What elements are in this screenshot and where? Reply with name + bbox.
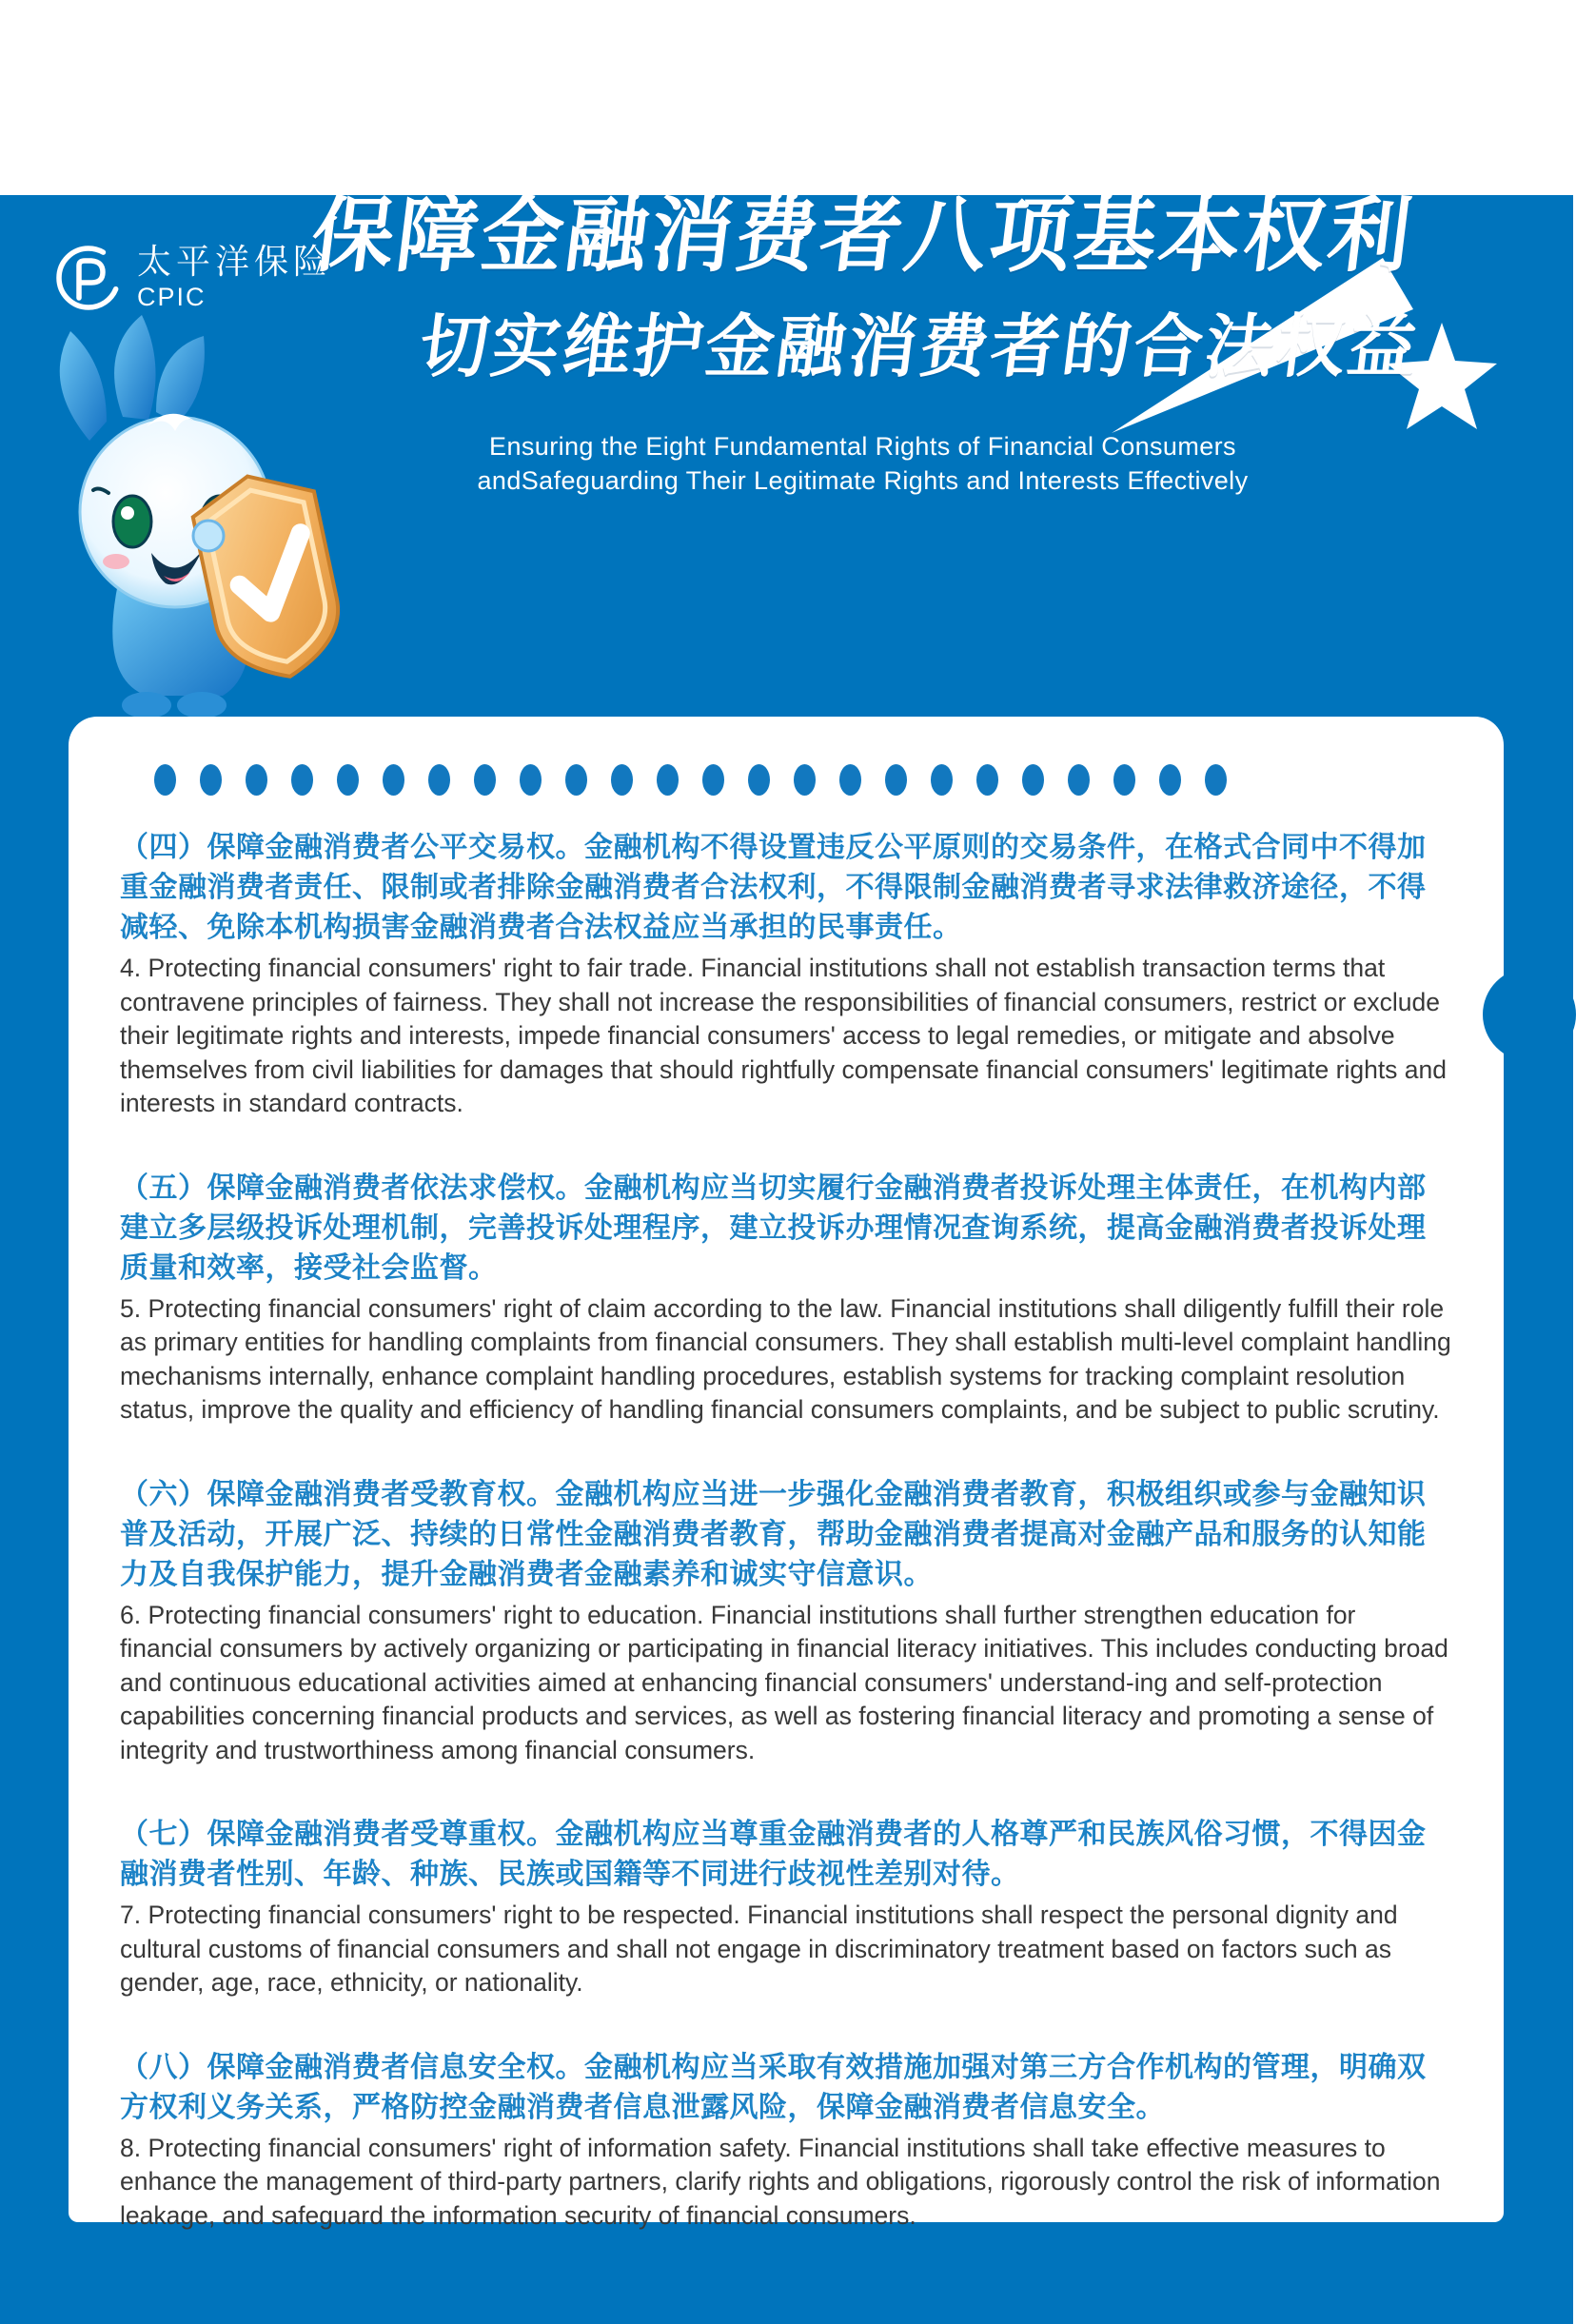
- section-text-en: 8. Protecting financial consumers' right of information safety. Financial institutions shall take effective measures to enhance the management of third-party partners, clarify rights and obligations, rigorously control the risk of information leakage, and safeguard the information security of financial consumers.: [120, 2133, 1441, 2230]
- dot: [931, 764, 953, 796]
- brand-name-cn: 太平洋保险: [137, 241, 333, 281]
- rights-section: [120, 1475, 1452, 1768]
- subtitle-line2: andSafeguarding Their Legitimate Rights and Interests Effectively: [477, 466, 1249, 495]
- section-text-en: 5. Protecting financial consumers' right of claim according to the law. Financial institutions shall diligently fulfill their role as primary entities for handling complaints from financial consumers. They shall establish multi-level complaint handling mechanisms internally, enhance complaint handling procedures, establish systems for tracking complaint resolution status, improve the quality and efficiency of handling financial consumers complaints, and be subject to public scrutiny.: [120, 1293, 1451, 1424]
- section-text-en: 7. Protecting financial consumers' right to be respected. Financial institutions shall respect the personal dignity and cultural customs of financial consumers and shall not engage in discriminatory treatment based on factors such as gender, age, race, ethnicity, or nationality.: [120, 1901, 1398, 1997]
- section-text-cn: （八）保障金融消费者信息安全权。金融机构应当采取有效措施加强对第三方合作机构的管理，明确双方权利义务关系，严格防控金融消费者信息泄露风险，保障金融消费者信息安全。: [120, 2051, 1427, 2123]
- section-text-en: 6. Protecting financial consumers' right to education. Financial institutions shall further strengthen education for financial consumers by actively organizing or participating in financial literacy initiatives. This includes conducting broad and continuous educational activities aimed at enhancing financial consumers' understand-ing and self-protection capabilities concerning financial products and services, as well as fostering financial literacy and promoting a sense of integrity and trustworthiness among financial consumers.: [120, 1600, 1448, 1764]
- title-line1: 保障金融消费者八项基本权利: [306, 190, 1419, 282]
- header: [0, 190, 1573, 717]
- dot: [1159, 764, 1181, 796]
- dot: [976, 764, 998, 796]
- rights-section: [120, 2048, 1452, 2234]
- dot: [428, 764, 450, 796]
- title-block: [219, 190, 1507, 498]
- dot: [839, 764, 861, 796]
- dot: [1205, 764, 1227, 796]
- dot: [154, 764, 176, 796]
- rights-section: [120, 1169, 1452, 1428]
- content-panel: [69, 717, 1504, 2230]
- dot: [565, 764, 587, 796]
- dot: [200, 764, 222, 796]
- section-text-en: 4. Protecting financial consumers' right to fair trade. Financial institutions shall not establish transaction terms that contravene principles of fairness. They shall not increase the responsibilities of financial consumers, restrict or exclude their legitimate rights and interests, impede financial consumers' access to legal remedies, or mitigate and absolve themselves from civil liabilities for damages that should rightfully compensate financial consumers' legitimate rights and interests in standard contracts.: [120, 954, 1448, 1117]
- title-line2: 切实维护金融消费者的合法权益: [415, 309, 1425, 385]
- dot: [383, 764, 404, 796]
- section-text-cn: （六）保障金融消费者受教育权。金融机构应当进一步强化金融消费者教育，积极组织或参与金融知识普及活动，开展广泛、持续的日常性金融消费者教育，帮助金融消费者提高对金融产品和服务的认知能力及自我保护能力，提升金融消费者金融素养和诚实守信意识。: [120, 1478, 1427, 1590]
- dot: [794, 764, 816, 796]
- dot: [611, 764, 633, 796]
- dot: [474, 764, 496, 796]
- brand-name-en: CPIC: [137, 283, 207, 312]
- dot: [1068, 764, 1090, 796]
- section-text-cn: （七）保障金融消费者受尊重权。金融机构应当尊重金融消费者的人格尊严和民族风俗习惯，不得因金融消费者性别、年龄、种族、民族或国籍等不同进行歧视性差别对待。: [120, 1819, 1427, 1890]
- section-text-cn: （四）保障金融消费者公平交易权。金融机构不得设置违反公平原则的交易条件，在格式合同中不得加重金融消费者责任、限制或者排除金融消费者合法权利，不得限制金融消费者寻求法律救济途径，不得减轻、免除本机构损害金融消费者合法权益应当承担的民事责任。: [120, 832, 1427, 943]
- rights-section: [120, 828, 1452, 1121]
- section-text-cn: （五）保障金融消费者依法求偿权。金融机构应当切实履行金融消费者投诉处理主体责任，在机构内部建立多层级投诉处理机制，完善投诉处理程序，建立投诉办理情况查询系统，提高金融消费者投诉处理质量和效率，接受社会监督。: [120, 1172, 1427, 1284]
- edge-notch: [1483, 968, 1576, 1061]
- dot: [520, 764, 542, 796]
- dot: [702, 764, 724, 796]
- rights-section: [120, 1815, 1452, 2000]
- dot: [748, 764, 770, 796]
- dot: [291, 764, 313, 796]
- dot: [246, 764, 267, 796]
- dot: [337, 764, 359, 796]
- dot: [1022, 764, 1044, 796]
- dot: [657, 764, 679, 796]
- dot: [885, 764, 907, 796]
- subtitle: [219, 429, 1507, 498]
- dot: [1113, 764, 1135, 796]
- poster-page: [0, 190, 1573, 2324]
- subtitle-line1: Ensuring the Eight Fundamental Rights of Financial Consumers: [489, 432, 1236, 461]
- dots-divider: [154, 764, 1452, 796]
- sections-list: [120, 828, 1452, 2233]
